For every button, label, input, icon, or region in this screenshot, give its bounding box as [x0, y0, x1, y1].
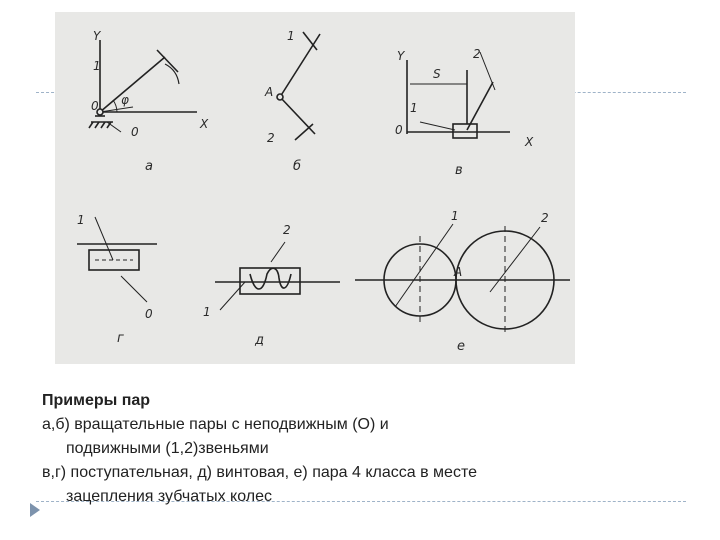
text-line-1a: а,б) вращательные пары с неподвижным (О) и: [42, 416, 389, 433]
e-1-label: 1: [451, 209, 459, 223]
caption-e: е: [457, 339, 465, 354]
caption-b: б: [293, 159, 302, 174]
b-a-label: A: [265, 85, 274, 99]
bullet-arrow-icon: [30, 503, 40, 517]
v-slider: [453, 124, 477, 138]
kinematic-pairs-figure: [55, 12, 575, 364]
a-x-label: X: [200, 117, 209, 131]
a-o-label: 0: [91, 99, 99, 113]
a-link: [100, 57, 165, 112]
caption-d: д: [255, 333, 264, 348]
text-line-1b: подвижными (1,2)звеньями: [66, 440, 269, 457]
b-2-label: 2: [267, 131, 275, 145]
a-rotation-arrow: [165, 64, 179, 84]
b-joint: [277, 94, 283, 100]
v-2-label: 2: [473, 47, 481, 61]
e-2-label: 2: [541, 211, 549, 225]
caption-g: г: [117, 331, 124, 346]
slide-title: Примеры пар: [42, 392, 151, 409]
d-thread: [250, 268, 291, 289]
e-a-label: A: [454, 265, 463, 279]
diagram-svg: [55, 12, 575, 364]
d-2-label: 2: [283, 223, 291, 237]
caption-v: в: [455, 163, 463, 178]
v-0-label: 0: [395, 123, 403, 137]
g-0-label: 0: [145, 307, 153, 321]
v-s-label: S: [433, 67, 441, 81]
a-zero-label: 0: [131, 125, 139, 139]
v-y-label: Y: [397, 49, 405, 63]
caption-text-block: [42, 389, 642, 509]
g-1-label: 1: [77, 213, 85, 227]
v-1-label: 1: [410, 101, 418, 115]
v-x-label: X: [525, 135, 534, 149]
text-line-2b: зацепления зубчатых колес: [66, 488, 272, 505]
b-link-2: [280, 97, 315, 134]
text-line-2a: в,г) поступательная, д) винтовая, е) пара 4 класса в месте: [42, 464, 477, 481]
a-phi-label: φ: [121, 93, 129, 107]
b-1-label: 1: [287, 29, 295, 43]
a-y-label: Y: [93, 29, 101, 43]
caption-a: а: [145, 159, 153, 174]
a-1-label: 1: [93, 59, 101, 73]
d-nut: [240, 268, 300, 294]
v-link: [467, 82, 493, 130]
d-1-label: 1: [203, 305, 211, 319]
b-link-1: [280, 34, 320, 97]
